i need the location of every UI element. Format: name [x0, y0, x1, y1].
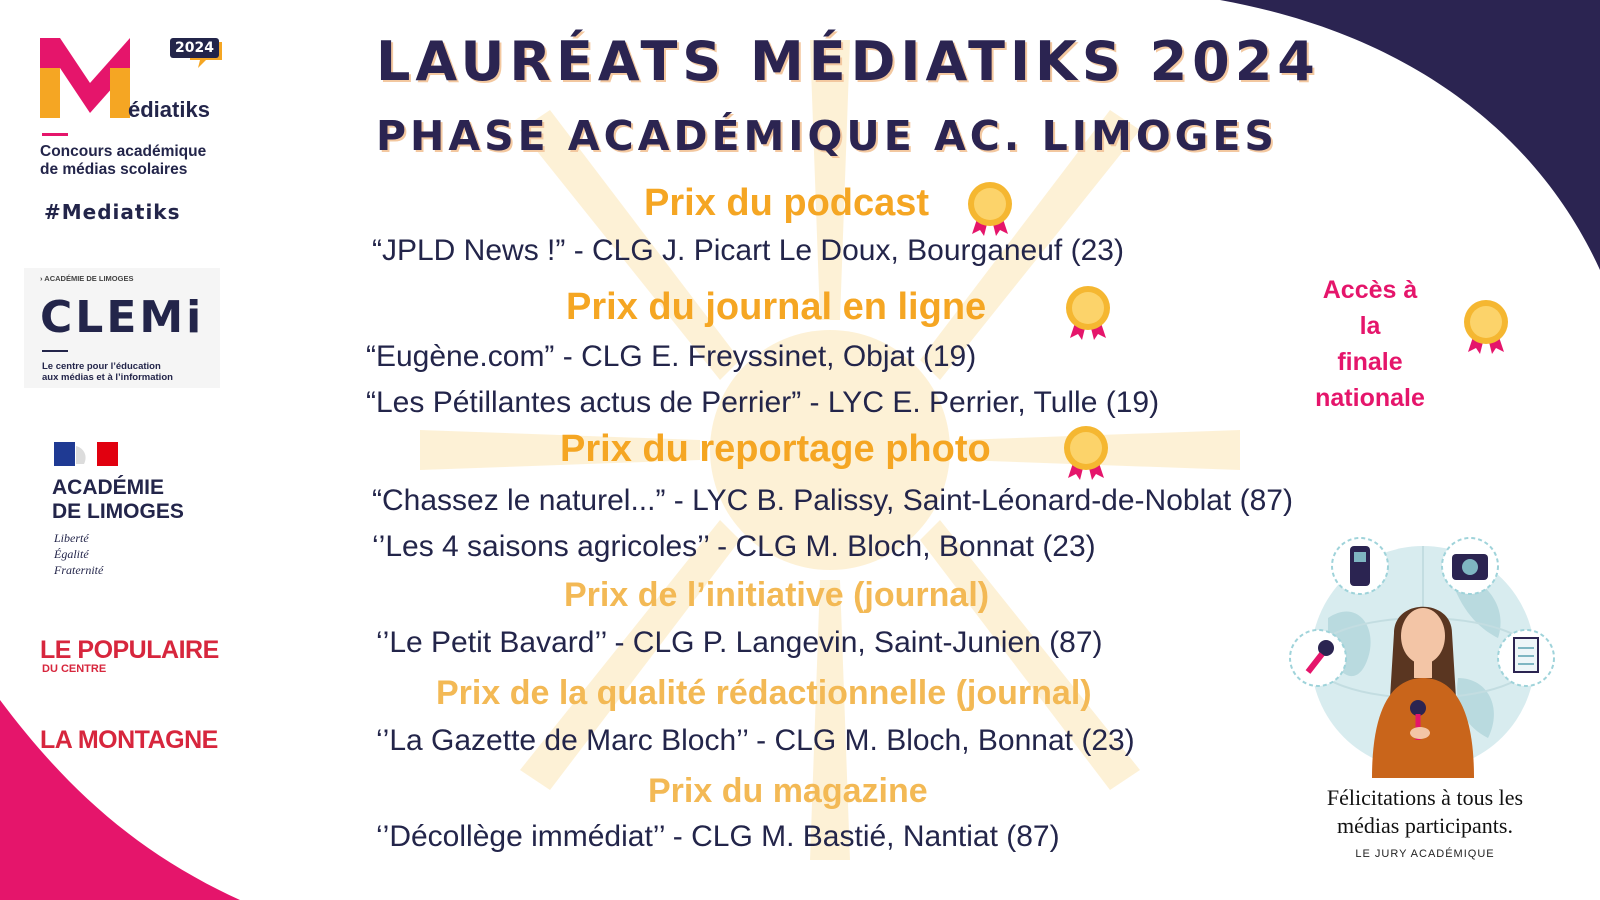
prize-heading-reportage-photo: Prix du reportage photo	[560, 428, 991, 470]
medal-icon	[1062, 284, 1114, 340]
clemi-description-line: aux médias et à l’information	[42, 372, 173, 383]
le-populaire-subtitle: DU CENTRE	[42, 663, 107, 675]
jury-signature: LE JURY ACADÉMIQUE	[1355, 848, 1495, 860]
concours-description	[40, 143, 240, 179]
le-populaire-logo: LE POPULAIRE	[40, 636, 219, 664]
winner-entry: ‘’La Gazette de Marc Bloch’’ - CLG M. Bloch, Bonnat (23)	[376, 724, 1135, 757]
academie-name-line: ACADÉMIE	[52, 476, 165, 499]
medal-icon	[1460, 298, 1512, 354]
prize-heading-journal-en-ligne: Prix du journal en ligne	[566, 286, 987, 328]
motto-line: Égalité	[54, 547, 89, 561]
winner-entry: ‘’Les 4 saisons agricoles’’ - CLG M. Bloch, Bonnat (23)	[372, 530, 1096, 563]
voice-recorder-icon	[1332, 538, 1388, 594]
winner-entry: ‘’Le Petit Bavard’’ - CLG P. Langevin, Saint-Junien (87)	[376, 626, 1103, 659]
clemi-logo	[24, 268, 220, 388]
medal-icon	[1060, 424, 1112, 480]
clemi-wordmark: CLEMi	[40, 292, 205, 343]
republic-motto	[54, 530, 103, 578]
mediatiks-wordmark: édiatiks	[128, 97, 210, 122]
congratulations-line: médias participants.	[1337, 813, 1513, 838]
congratulations-line: Félicitations à tous les	[1326, 785, 1524, 810]
prize-heading-qualite-redactionnelle: Prix de la qualité rédactionnelle (journal)	[436, 674, 1092, 712]
marianne-flag-icon	[54, 442, 118, 466]
clemi-description	[42, 361, 173, 383]
microphone-icon	[1290, 630, 1346, 686]
winner-entry: “Eugène.com” - CLG E. Freyssinet, Objat (19)	[366, 340, 977, 373]
la-montagne-logo: LA MONTAGNE	[40, 726, 218, 754]
clemi-description-line: Le centre pour l’éducation	[42, 361, 161, 372]
page-title: LAURÉATS MÉDIATIKS 2024	[376, 30, 1320, 93]
academie-name	[52, 476, 184, 524]
finale-legend-line: Accès à la	[1322, 276, 1418, 340]
academie-name-line: DE LIMOGES	[52, 500, 184, 523]
concours-line: de médias scolaires	[40, 161, 188, 178]
winner-entry: “JPLD News !” - CLG J. Picart Le Doux, Bourganeuf (23)	[372, 234, 1124, 267]
divider	[42, 133, 68, 136]
concours-line: Concours académique	[40, 143, 207, 160]
motto-line: Fraternité	[54, 563, 104, 577]
hashtag: #Mediatiks	[44, 200, 181, 224]
partner-logos-column	[0, 0, 240, 900]
notepad-icon	[1498, 630, 1554, 686]
mediatiks-year-badge: 2024	[170, 38, 219, 58]
motto-line: Liberté	[54, 531, 89, 545]
prize-heading-initiative: Prix de l’initiative (journal)	[564, 576, 990, 614]
finale-legend-line: nationale	[1315, 384, 1425, 412]
medal-icon	[964, 180, 1016, 236]
winner-entry: “Chassez le naturel...” - LYC B. Palissy, Saint-Léonard-de-Noblat (87)	[372, 484, 1293, 517]
congratulations-message	[1300, 784, 1550, 840]
winner-entry: “Les Pétillantes actus de Perrier” - LYC E. Perrier, Tulle (19)	[366, 386, 1160, 419]
clemi-academie-label: › ACADÉMIE DE LIMOGES	[40, 274, 134, 283]
divider	[42, 350, 68, 352]
camera-icon	[1442, 538, 1498, 594]
prize-heading-magazine: Prix du magazine	[648, 772, 928, 810]
finale-legend-line: finale	[1337, 348, 1403, 376]
prize-heading-podcast: Prix du podcast	[644, 182, 930, 224]
reporter-illustration	[1288, 528, 1558, 788]
finale-legend	[1310, 272, 1430, 416]
winner-entry: ‘’Décollège immédiat’’ - CLG M. Bastié, Nantiat (87)	[376, 820, 1060, 853]
page-subtitle: PHASE ACADÉMIQUE AC. LIMOGES	[376, 112, 1278, 160]
